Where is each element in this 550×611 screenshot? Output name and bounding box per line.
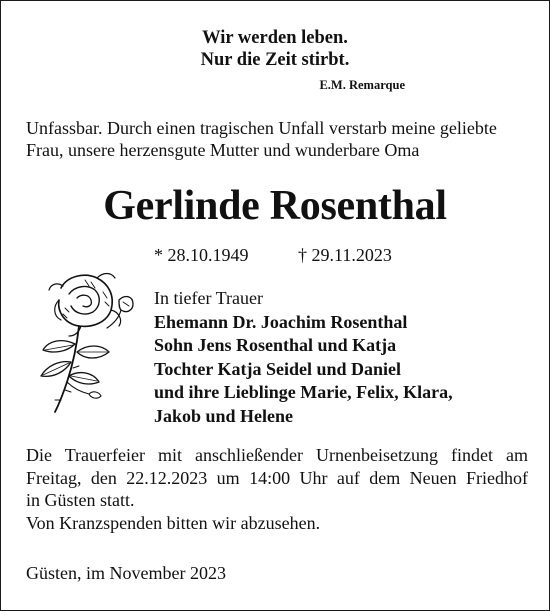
ceremony-line-1: Die Trauerfeier mit anschließender Urnenbeisetzung findet am xyxy=(26,445,528,465)
mourner-line: Ehemann Dr. Joachim Rosenthal xyxy=(154,311,408,332)
rose-drawing-icon xyxy=(23,264,141,414)
intro-line-2: Frau, unsere herzensgute Mutter und wunderbare Oma xyxy=(26,140,420,160)
mourner-line: Sohn Jens Rosenthal und Katja xyxy=(154,335,397,356)
motto-line-2: Nur die Zeit stirbt. xyxy=(200,50,350,70)
motto-quote xyxy=(1,27,549,71)
mourners-lead: In tiefer Trauer xyxy=(154,288,263,308)
birth-date: * 28.10.1949 xyxy=(154,245,249,265)
intro-text xyxy=(26,117,536,161)
place-and-date: Güsten, im November 2023 xyxy=(26,563,226,583)
mourners-list xyxy=(154,287,453,429)
intro-line-1: Unfassbar. Durch einen tragischen Unfall verstarb meine geliebte xyxy=(26,118,497,138)
motto-line-1: Wir werden leben. xyxy=(202,28,348,48)
ceremony-line-4: Von Kranzspenden bitten wir abzusehen. xyxy=(26,512,321,533)
ceremony-details xyxy=(26,444,528,534)
ceremony-line-3: in Güsten statt. xyxy=(26,490,135,511)
motto-author: E.M. Remarque xyxy=(319,78,405,92)
mourner-line: Tochter Katja Seidel und Daniel xyxy=(154,358,402,379)
mourner-line: Jakob und Helene xyxy=(154,405,294,426)
ceremony-line-2: Freitag, den 22.12.2023 um 14:00 Uhr auf dem Neuen Friedhof xyxy=(26,467,528,488)
deceased-name: Gerlinde Rosenthal xyxy=(103,183,447,229)
mourner-line: und ihre Lieblinge Marie, Felix, Klara, xyxy=(154,382,453,403)
death-date: † 29.11.2023 xyxy=(298,245,392,265)
